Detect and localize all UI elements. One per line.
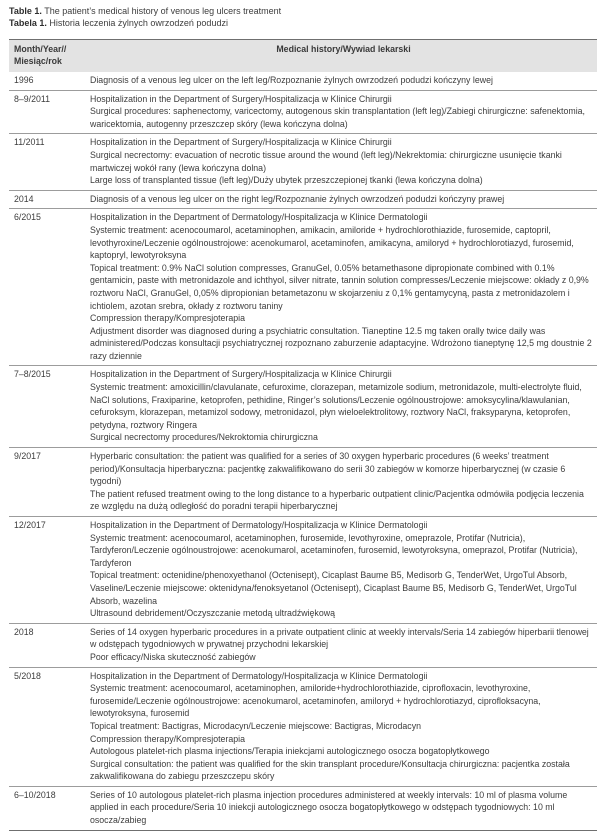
- row-history: [90, 211, 597, 362]
- table-row: [9, 787, 597, 830]
- row-date: 6/2015: [14, 212, 41, 223]
- history-entry: Diagnosis of a venous leg ulcer on the right leg/Rozpoznanie żylnych owrzodzeń podudzi kończyny prawej: [90, 193, 505, 204]
- table-caption: [9, 5, 597, 30]
- history-entry: Diagnosis of a venous leg ulcer on the left leg/Rozpoznanie żylnych owrzodzeń podudzi kończyny lewej: [90, 75, 493, 85]
- table-caption-pl-text: Historia leczenia żylnych owrzodzeń podudzi: [46, 18, 228, 29]
- header-date-line2: Miesiąc/rok: [14, 56, 62, 67]
- row-history: [90, 193, 597, 206]
- row-date: 11/2011: [14, 137, 45, 148]
- table-row: [9, 668, 597, 787]
- table-row: [9, 134, 597, 190]
- table-row: [9, 517, 597, 624]
- history-entry: The patient refused treatment owing to the long distance to a hyperbaric outpatient clinic/Pacjentka odmówiła podjęcia leczenia ze względu na dużą odległość do poradni terapii hiperbarycznej: [90, 488, 584, 512]
- history-entry: Hospitalization in the Department of Surgery/Hospitalizacja w Klinice Chirurgii: [90, 93, 392, 104]
- history-entry: Poor efficacy/Niska skuteczność zabiegów: [90, 651, 256, 662]
- header-cell-date: [9, 43, 90, 68]
- history-entry: Large loss of transplanted tissue (left leg)/Duży ubytek przeszczepionej tkanki (lewa kończyna dolna): [90, 175, 483, 186]
- table-caption-pl: [9, 17, 597, 29]
- history-entry: Series of 14 oxygen hyperbaric procedures in a private outpatient clinic at weekly intervals/Seria 14 zabiegów hiperbarii tlenowej w odstępach tygodniowych w prywatnej przychodni lekarskiej: [90, 626, 589, 650]
- row-date: 12/2017: [14, 520, 46, 530]
- row-date: 9/2017: [14, 451, 41, 462]
- row-history: [90, 519, 597, 620]
- row-history: [90, 626, 597, 664]
- row-history: [90, 74, 597, 87]
- history-entry: Ultrasound debridement/Oczyszczanie metodą ultradźwiękową: [90, 608, 335, 619]
- history-entry: Hospitalization in the Department of Surgery/Hospitalizacja w Klinice Chirurgii: [90, 369, 392, 380]
- row-history: [90, 670, 597, 783]
- history-entry: Topical treatment: octenidine/phenoxyethanol (Octenisept), Cicaplast Baume B5, Medisorb G, TenderWet, UrgoTul Absorb, Vaseline/Leczenie miejscowe: oktenidyna/fenoksyetanol (Octenisept), Cicaplast Baume B5, Medisorb G, TenderWet, UrgoTul Absorb, wazelina: [90, 570, 577, 606]
- history-entry: Surgical consultation: the patient was qualified for the skin transplant procedure/Konsultacja chirurgiczna: pacjentka została zakwalifikowana do zabiegu przeszczepu skóry: [90, 758, 570, 782]
- row-date: 2014: [14, 193, 34, 204]
- table-row: [9, 72, 597, 91]
- row-date: 1996: [14, 75, 34, 85]
- history-entry: Systemic treatment: acenocoumarol, acetaminophen, furosemide, levothyroxine, omeprazole, Protifar (Nutricia), Tardyferon/Leczenie ogólnoustrojowe: acenokumarol, acetaminofen, furosemid, lewotyroksyna, omeprazol, Protifar (Nutricia), Tardyferon: [90, 532, 578, 568]
- table-caption-pl-label: Tabela 1.: [9, 18, 47, 29]
- row-date: 7–8/2015: [14, 369, 51, 380]
- row-date: 2018: [14, 626, 34, 637]
- table-caption-en-text: The patient’s medical history of venous leg ulcers treatment: [41, 6, 282, 16]
- table-caption-en: [9, 5, 597, 17]
- table-row: [9, 191, 597, 210]
- table-row: [9, 448, 597, 517]
- medical-history-table: [9, 39, 597, 831]
- history-entry: Hyperbaric consultation: the patient was qualified for a series of 30 oxygen hyperbaric procedures (6 weeks’ treatment period)/Konsultacja hiperbaryczna: pacjentkę zakwalifikowano do serii 30 zabiegów w komorze hiperbarycznej (w czasie 6 tygodni): [90, 451, 566, 487]
- table-row: [9, 366, 597, 448]
- history-entry: Hospitalization in the Department of Dermatology/Hospitalizacja w Klinice Dermatologii: [90, 520, 428, 530]
- row-history: [90, 136, 597, 186]
- history-entry: Topical treatment: 0.9% NaCl solution compresses, GranuGel, 0.05% betamethasone dipropionate combined with 0.1% gentamicin, paste with metronidazole and ichthyol, silver nitrate, tannin solution compresses/Leczenie miejscowe: okłady z 0,9% roztworu NaCl, GranuGel, 0,05% dipropionian betametazonu w skojarzeniu z 0,1% gentamycyną, pasta z metronidazolem i ichtiolem, azotan srebra, okłady z roztworu taniny: [90, 262, 589, 311]
- history-entry: Surgical necrectomy: evacuation of necrotic tissue around the wound (left leg)/Nekrektomia: chirurgiczne usunięcie tkanki martwiczej wokół rany (lewa kończyna dolna): [90, 149, 562, 173]
- history-entry: Hospitalization in the Department of Dermatology/Hospitalizacja w Klinice Dermatologii: [90, 670, 428, 681]
- row-history: [90, 93, 597, 131]
- history-entry: Compression therapy/Kompresjoterapia: [90, 733, 245, 744]
- history-entry: Systemic treatment: amoxicillin/clavulanate, cefuroxime, clorazepan, metamizole sodium, metronidazole, multi-electrolyte fluid, NaCl solutions, Fraxiparine, ketoprofen, pethidine, Ringer’s solutions/Leczenie ogólnoustrojowe: amoksycylina/klawulanian, cefuroksym, klorazepan, metamizol sodowy, metronidazol, płyn wieloelektrolitowy, roztwory NaCl, fraksyparyna, ketoprofen, petydyna, roztwory Ringera: [90, 382, 582, 430]
- row-history: [90, 450, 597, 513]
- history-entry: Topical treatment: Bactigras, Microdacyn/Leczenie miejscowe: Bactigras, Microdacyn: [90, 720, 421, 731]
- row-date: 8–9/2011: [14, 93, 51, 104]
- history-entry: Autologous platelet-rich plasma injections/Terapia iniekcjami autologicznego osocza bogatopłytkowego: [90, 746, 490, 757]
- history-entry: Systemic treatment: acenocoumarol, acetaminophen, amikacin, amiloride + hydrochlorothiazide, furosemide, captopril, levothyroxine/Leczenie ogólnoustrojowe: acenokumarol, acetaminofen, amikacyna, amiloryd + hydrochlorotiazyd, furosemid, kaptopryl, lewotyroksyna: [90, 224, 574, 261]
- table-caption-en-label: Table 1.: [9, 6, 42, 16]
- header-cell-history: Medical history/Wywiad lekarski: [276, 43, 411, 54]
- table-row: [9, 624, 597, 668]
- row-date: 6–10/2018: [14, 789, 56, 800]
- row-history: [90, 368, 597, 444]
- row-history: [90, 789, 597, 827]
- history-entry: Adjustment disorder was diagnosed during a psychiatric consultation. Tianeptine 12.5 mg taken orally twice daily was administered/Podczas konsultacji psychiatrycznej rozpoznano zaburzenie adaptacyjne. Wdrożono tianeptynę 12,5 mg doustnie 2 razy dziennie: [90, 325, 592, 361]
- history-entry: Surgical procedures: saphenectomy, varicectomy, autogenous skin transplantation (left leg)/Zabiegi chirurgiczne: safenektomia, waricektomia, autogenny przeszczep skóry (lewa kończyna dolna): [90, 106, 585, 129]
- history-entry: Compression therapy/Kompresjoterapia: [90, 313, 245, 324]
- header-date-line1: Month/Year//: [14, 43, 67, 54]
- history-entry: Surgical necrectomy procedures/Nekroktomia chirurgiczna: [90, 432, 318, 443]
- table-row: [9, 91, 597, 135]
- history-entry: Series of 10 autologous platelet-rich plasma injection procedures administered at weekly intervals: 10 ml of plasma volume applied in each procedure/Seria 10 iniekcji autologicznego osocza bogatopłytkowego w odstępach tygodniowych: 10 ml osocza/zabieg: [90, 789, 568, 826]
- row-date: 5/2018: [14, 670, 41, 681]
- table-row: [9, 209, 597, 366]
- history-entry: Hospitalization in the Department of Surgery/Hospitalizacja w Klinice Chirurgii: [90, 137, 392, 148]
- history-entry: Systemic treatment: acenocoumarol, acetaminophen, amiloride+hydrochlorothiazide, ciprofloxacin, levothyroxine, furosemide/Leczenie ogólnoustrojowe: acenokumarol, acetaminofen, amiloryd + hydrochlorotiazyd, ciprofloksacyna, lewotyroksyna, furosemid: [90, 683, 541, 719]
- history-entry: Hospitalization in the Department of Dermatology/Hospitalizacja w Klinice Dermatologii: [90, 212, 428, 223]
- table-header-row: [9, 40, 597, 72]
